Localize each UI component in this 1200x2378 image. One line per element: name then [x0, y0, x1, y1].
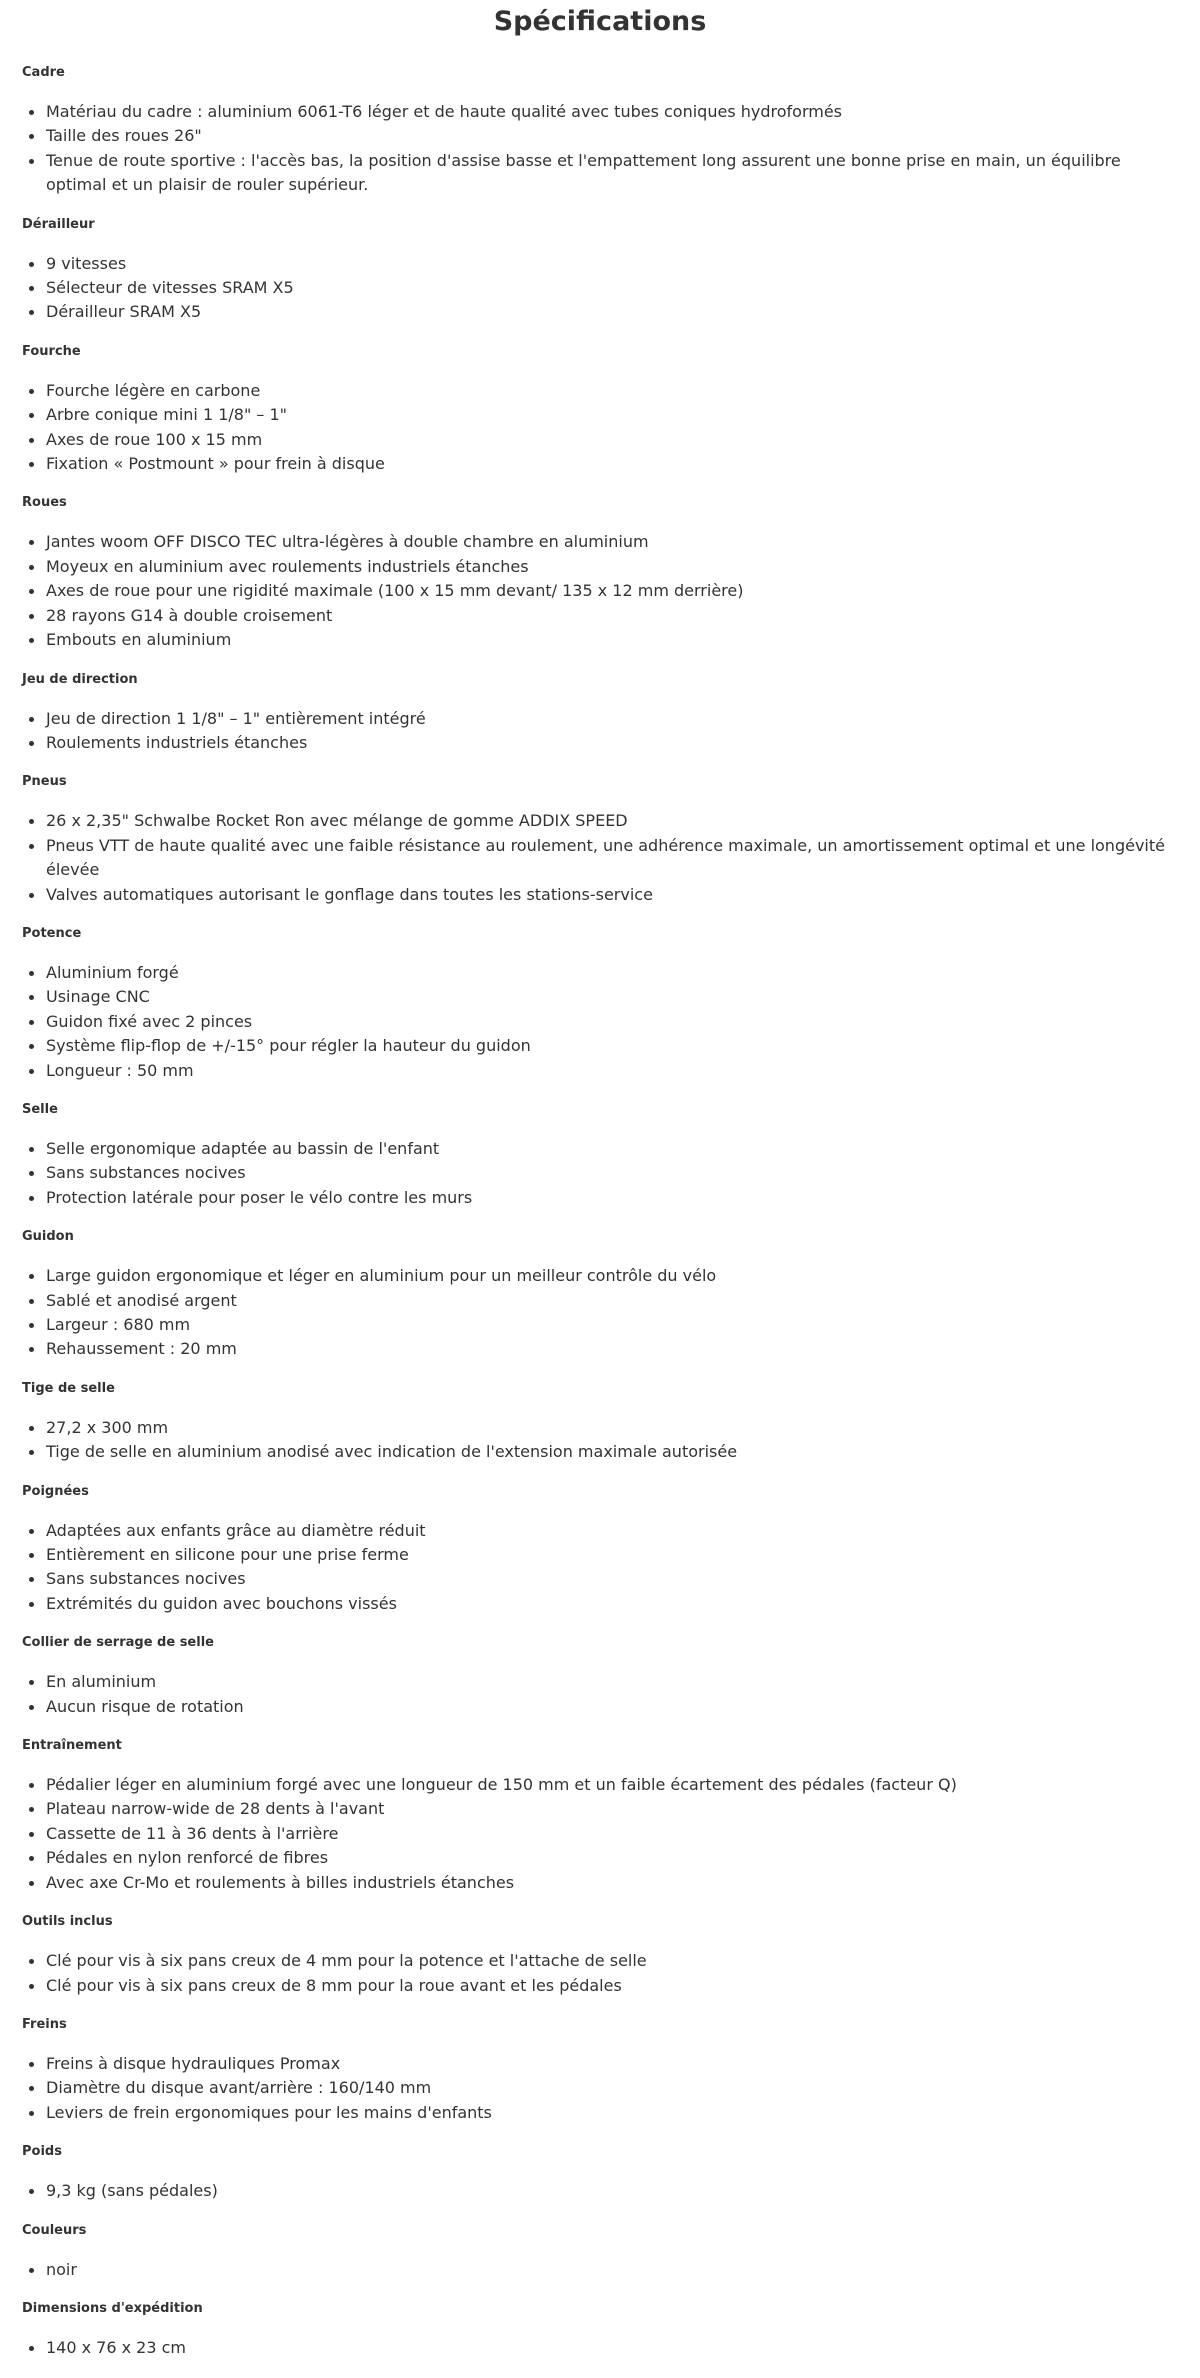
- list-item: Clé pour vis à six pans creux de 8 mm pour la roue avant et les pédales: [46, 1974, 1182, 1998]
- spec-section: [22, 216, 1182, 325]
- list-item: Usinage CNC: [46, 985, 1182, 1009]
- list-item: Moyeux en aluminium avec roulements industriels étanches: [46, 555, 1182, 579]
- spec-list: [22, 2258, 1182, 2282]
- list-item: 9 vitesses: [46, 252, 1182, 276]
- list-item: noir: [46, 2258, 1182, 2282]
- list-item: Diamètre du disque avant/arrière : 160/140 mm: [46, 2076, 1182, 2100]
- list-item: En aluminium: [46, 1670, 1182, 1694]
- spec-list: [22, 100, 1182, 198]
- list-item: Roulements industriels étanches: [46, 731, 1182, 755]
- spec-list: [22, 1670, 1182, 1719]
- list-item: Dérailleur SRAM X5: [46, 300, 1182, 324]
- spec-section: [22, 2143, 1182, 2203]
- page-title: Spécifications: [493, 6, 707, 37]
- spec-section: [22, 671, 1182, 756]
- spec-list: [22, 379, 1182, 477]
- section-heading: Selle: [22, 1101, 58, 1117]
- spec-list: [22, 1264, 1182, 1362]
- list-item: Aucun risque de rotation: [46, 1695, 1182, 1719]
- list-item: Taille des roues 26": [46, 124, 1182, 148]
- list-item: Arbre conique mini 1 1/8" – 1": [46, 403, 1182, 427]
- section-heading: Tige de selle: [22, 1380, 115, 1396]
- section-heading: Freins: [22, 2016, 67, 2032]
- spec-list: [22, 2179, 1182, 2203]
- section-heading: Dérailleur: [22, 216, 95, 232]
- spec-list: [22, 1137, 1182, 1210]
- list-item: Sans substances nocives: [46, 1161, 1182, 1185]
- section-heading: Outils inclus: [22, 1914, 113, 1930]
- spec-list: [22, 809, 1182, 907]
- list-item: Leviers de frein ergonomiques pour les mains d'enfants: [46, 2101, 1182, 2125]
- spec-section: [22, 1101, 1182, 1210]
- section-heading: Pneus: [22, 774, 67, 790]
- list-item: 27,2 x 300 mm: [46, 1416, 1182, 1440]
- list-item: Protection latérale pour poser le vélo contre les murs: [46, 1186, 1182, 1210]
- section-heading: Couleurs: [22, 2222, 87, 2238]
- list-item: Selle ergonomique adaptée au bassin de l'enfant: [46, 1137, 1182, 1161]
- list-item: Guidon fixé avec 2 pinces: [46, 1010, 1182, 1034]
- list-item: Sélecteur de vitesses SRAM X5: [46, 276, 1182, 300]
- list-item: Adaptées aux enfants grâce au diamètre réduit: [46, 1519, 1182, 1543]
- spec-section: [22, 1228, 1182, 1362]
- spec-section: [22, 2300, 1182, 2360]
- section-heading: Potence: [22, 925, 82, 941]
- list-item: Pneus VTT de haute qualité avec une faible résistance au roulement, une adhérence maximale, un amortissement optimal et une longévité élevée: [46, 834, 1182, 883]
- section-heading: Fourche: [22, 343, 81, 359]
- spec-section: [22, 343, 1182, 477]
- list-item: Valves automatiques autorisant le gonflage dans toutes les stations-service: [46, 883, 1182, 907]
- spec-list: [22, 252, 1182, 325]
- list-item: Matériau du cadre : aluminium 6061-T6 léger et de haute qualité avec tubes coniques hydroformés: [46, 100, 1182, 124]
- list-item: Entièrement en silicone pour une prise ferme: [46, 1543, 1182, 1567]
- spec-section: [22, 773, 1182, 907]
- list-item: Fourche légère en carbone: [46, 379, 1182, 403]
- section-heading: Collier de serrage de selle: [22, 1635, 214, 1651]
- list-item: Extrémités du guidon avec bouchons vissés: [46, 1592, 1182, 1616]
- list-item: 26 x 2,35" Schwalbe Rocket Ron avec mélange de gomme ADDIX SPEED: [46, 809, 1182, 833]
- spec-section: [22, 1380, 1182, 1465]
- list-item: Sablé et anodisé argent: [46, 1289, 1182, 1313]
- spec-section: [22, 494, 1182, 652]
- section-heading: Jeu de direction: [22, 671, 138, 687]
- spec-section: [22, 1483, 1182, 1617]
- list-item: Plateau narrow-wide de 28 dents à l'avant: [46, 1797, 1182, 1821]
- list-item: 28 rayons G14 à double croisement: [46, 604, 1182, 628]
- list-item: Sans substances nocives: [46, 1567, 1182, 1591]
- specifications-list: [22, 64, 1182, 2378]
- section-heading: Entraînement: [22, 1738, 122, 1754]
- list-item: Axes de roue pour une rigidité maximale (100 x 15 mm devant/ 135 x 12 mm derrière): [46, 579, 1182, 603]
- spec-list: [22, 1416, 1182, 1465]
- spec-list: [22, 2052, 1182, 2125]
- spec-section: [22, 1913, 1182, 1998]
- list-item: Jeu de direction 1 1/8" – 1" entièrement intégré: [46, 707, 1182, 731]
- list-item: Freins à disque hydrauliques Promax: [46, 2052, 1182, 2076]
- spec-section: [22, 64, 1182, 198]
- list-item: Avec axe Cr-Mo et roulements à billes industriels étanches: [46, 1871, 1182, 1895]
- list-item: Largeur : 680 mm: [46, 1313, 1182, 1337]
- list-item: Longueur : 50 mm: [46, 1059, 1182, 1083]
- section-heading: Guidon: [22, 1229, 74, 1245]
- spec-section: [22, 2016, 1182, 2125]
- list-item: Axes de roue 100 x 15 mm: [46, 428, 1182, 452]
- section-heading: Poignées: [22, 1483, 89, 1499]
- list-item: Large guidon ergonomique et léger en aluminium pour un meilleur contrôle du vélo: [46, 1264, 1182, 1288]
- list-item: Jantes woom OFF DISCO TEC ultra-légères à double chambre en aluminium: [46, 530, 1182, 554]
- list-item: Tenue de route sportive : l'accès bas, la position d'assise basse et l'empattement long assurent une bonne prise en main, un équilibre optimal et un plaisir de rouler supérieur.: [46, 149, 1182, 198]
- spec-list: [22, 1519, 1182, 1617]
- spec-section: [22, 925, 1182, 1083]
- spec-list: [22, 530, 1182, 652]
- list-item: 140 x 76 x 23 cm: [46, 2336, 1182, 2360]
- section-heading: Poids: [22, 2144, 62, 2160]
- spec-list: [22, 961, 1182, 1083]
- spec-list: [22, 1773, 1182, 1895]
- list-item: Embouts en aluminium: [46, 628, 1182, 652]
- section-heading: Dimensions d'expédition: [22, 2300, 203, 2316]
- section-heading: Roues: [22, 495, 67, 511]
- list-item: Pédales en nylon renforcé de fibres: [46, 1846, 1182, 1870]
- list-item: Système flip-flop de +/-15° pour régler la hauteur du guidon: [46, 1034, 1182, 1058]
- spec-list: [22, 1949, 1182, 1998]
- list-item: Rehaussement : 20 mm: [46, 1337, 1182, 1361]
- spec-section: [22, 1737, 1182, 1895]
- list-item: Fixation « Postmount » pour frein à disque: [46, 452, 1182, 476]
- section-heading: Cadre: [22, 65, 65, 80]
- spec-section: [22, 2222, 1182, 2282]
- list-item: Cassette de 11 à 36 dents à l'arrière: [46, 1822, 1182, 1846]
- spec-section: [22, 1634, 1182, 1719]
- list-item: Aluminium forgé: [46, 961, 1182, 985]
- spec-list: [22, 2336, 1182, 2360]
- list-item: Tige de selle en aluminium anodisé avec indication de l'extension maximale autorisée: [46, 1440, 1182, 1464]
- list-item: Pédalier léger en aluminium forgé avec une longueur de 150 mm et un faible écartement des pédales (facteur Q): [46, 1773, 1182, 1797]
- spec-list: [22, 707, 1182, 756]
- list-item: Clé pour vis à six pans creux de 4 mm pour la potence et l'attache de selle: [46, 1949, 1182, 1973]
- list-item: 9,3 kg (sans pédales): [46, 2179, 1182, 2203]
